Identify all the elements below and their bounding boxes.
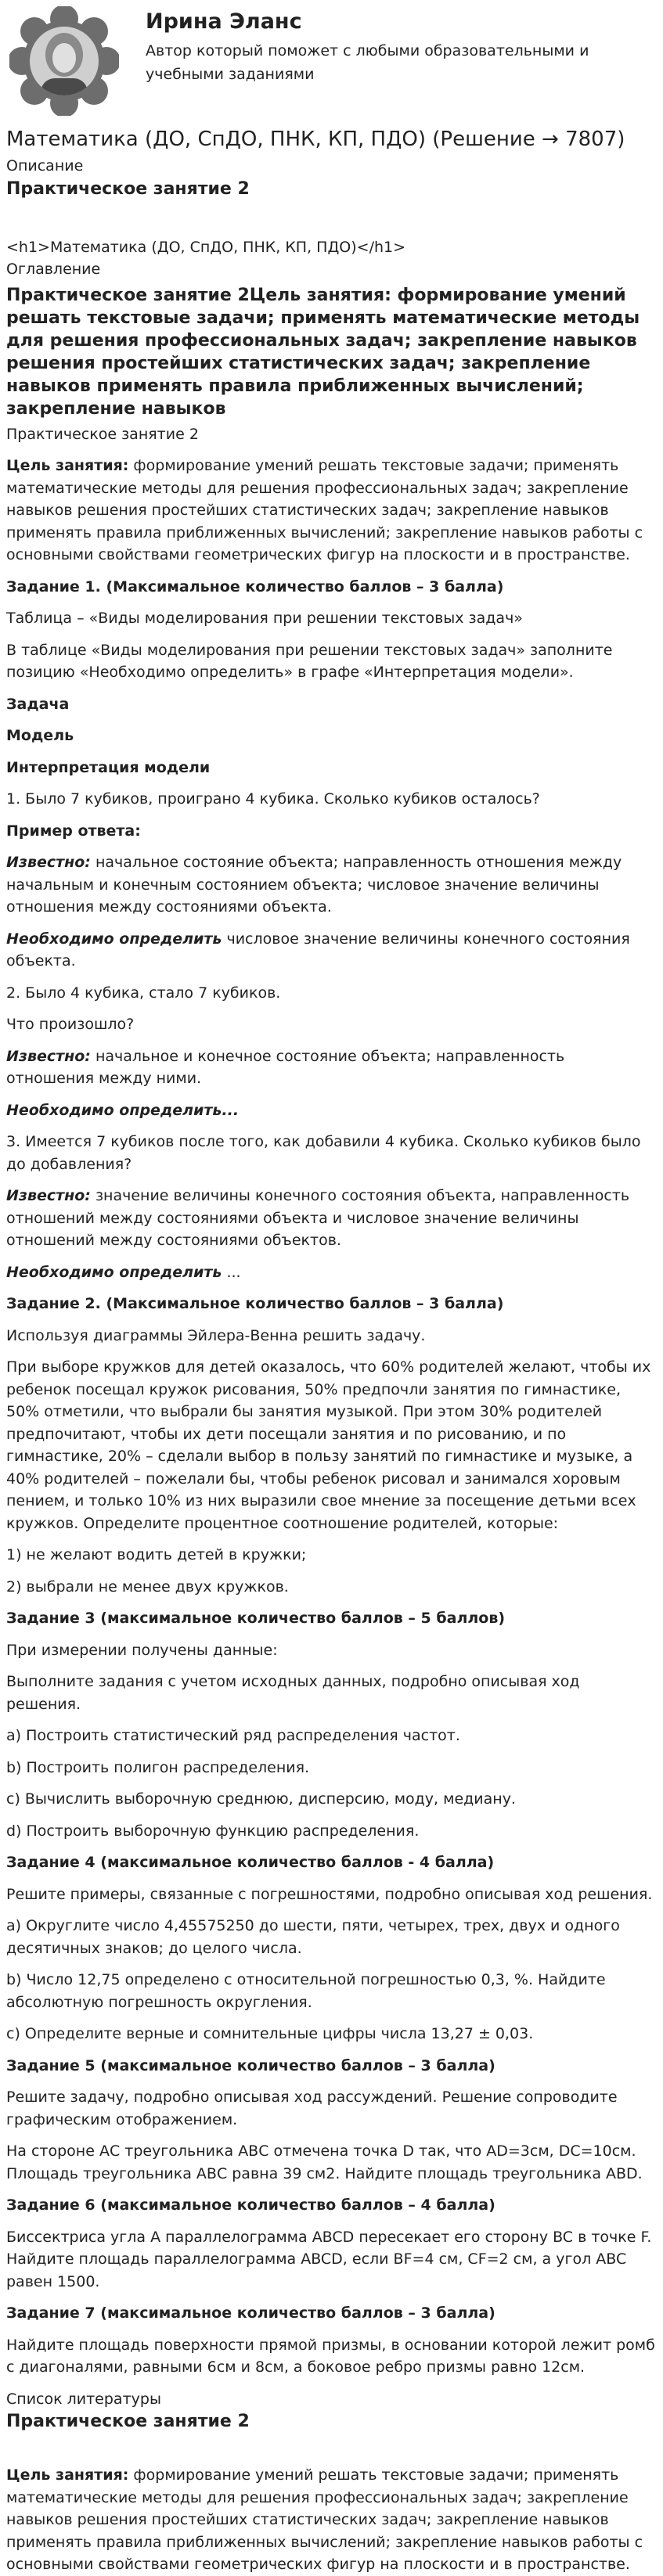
task6-text: Биссектриса угла A параллелограмма ABCD пересекает его сторону BC в точке F. Найдите площадь параллелограмма ABCD, если BF=4 см, CF=2 см, а угол ABC равен 1500.	[6, 2228, 652, 2290]
task4-b: b) Число 12,75 определено с относительной погрешностью 0,3, %. Найдите абсолютную погрешность округления.	[6, 1971, 606, 2011]
task3-text2: Выполните задания с учетом исходных данных, подробно описывая ход решения.	[6, 1673, 580, 1713]
known-label: Известно:	[6, 854, 91, 872]
example-label: Пример ответа:	[6, 822, 141, 840]
goal-label: Цель занятия:	[6, 457, 129, 475]
footer-title: Практическое занятие 2	[6, 2412, 250, 2432]
column-task: Задача	[6, 695, 70, 713]
known-label: Известно:	[6, 1187, 91, 1205]
goal-text: формирование умений решать текстовые задачи; применять математические методы для решения профессиональных задач; закрепление навыков решения простейших статистических задач; закрепление навыков применять правила приближенных вычислений; закрепление навыков работы с основными свойствами геометрических фигур на плоскости и в пространстве.	[6, 457, 643, 564]
footer-goal-text: формирование умений решать текстовые задачи; применять математические методы для решения профессиональных задач; закрепление навыков решения простейших статистических задач; закрепление навыков применять правила приближенных вычислений; закрепление навыков работы с основными свойствами геометрических фигур на плоскости и в пространстве.	[6, 2466, 643, 2574]
footer-goal-label: Цель занятия:	[6, 2466, 129, 2484]
task5-text1: Решите задачу, подробно описывая ход рассуждений. Решение сопроводите графическим отображением.	[6, 2089, 618, 2128]
example-known-text: начальное состояние объекта; направленность отношения между начальным и конечным состоянием объекта; числовое значение величины отношения между состояниями объекта.	[6, 854, 622, 916]
task2-item1: 1) не желают водить детей в кружки;	[6, 1546, 307, 1564]
footer-goal-paragraph	[6, 2464, 657, 2576]
bibliography-label: Список литературы	[6, 2390, 161, 2408]
column-model: Модель	[6, 727, 74, 745]
question-2b: Что произошло?	[6, 1016, 135, 1034]
question-3-known	[6, 1185, 657, 1252]
task3-c: c) Вычислить выборочную среднюю, дисперсию, моду, медиану.	[6, 1790, 516, 1808]
task2-item2: 2) выбрали не менее двух кружков.	[6, 1578, 289, 1596]
question-3-need	[6, 1261, 657, 1284]
author-card	[6, 0, 657, 124]
example-need	[6, 928, 657, 973]
task2-title: Задание 2. (Максимальное количество баллов – 3 балла)	[6, 1295, 504, 1313]
example-need-text: числовое значение величины конечного состояния объекта.	[6, 930, 630, 970]
task3-title: Задание 3 (максимальное количество баллов – 5 баллов)	[6, 1610, 506, 1628]
task2-text1: Используя диаграммы Эйлера-Венна решить задачу.	[6, 1326, 426, 1344]
goal-paragraph	[6, 455, 657, 567]
example-known	[6, 851, 657, 919]
avatar[interactable]	[9, 6, 119, 116]
task7-text: Найдите площадь поверхности прямой призмы, в основании которой лежит ромб с диагоналями, равными 6см и 8см, а боковое ребро призмы равно 12см.	[6, 2336, 655, 2376]
raw-heading-text: <h1>Математика (ДО, СпДО, ПНК, КП, ПДО)</h1>	[6, 238, 406, 256]
author-name[interactable]: Ирина Эланс	[146, 9, 302, 34]
task1-title: Задание 1. (Максимальное количество баллов – 3 балла)	[6, 577, 504, 595]
task3-a: а) Построить статистический ряд распределения частот.	[6, 1727, 460, 1745]
need-label: Необходимо определить	[6, 1263, 222, 1281]
task5-title: Задание 5 (максимальное количество баллов – 3 балла)	[6, 2056, 495, 2074]
column-interpretation: Интерпретация модели	[6, 758, 211, 776]
task3-d: d) Построить выборочную функцию распределения.	[6, 1822, 420, 1840]
task4-text: Решите примеры, связанные с погрешностями, подробно описывая ход решения.	[6, 1885, 653, 1903]
task1-table-caption: Таблица – «Виды моделирования при решении текстовых задач»	[6, 610, 523, 628]
avatar-frame-icon	[9, 6, 119, 116]
question-3: 3. Имеется 7 кубиков после того, как добавили 4 кубика. Сколько кубиков было до добавления?	[6, 1133, 641, 1173]
question-2-need: Необходимо определить...	[6, 1101, 240, 1119]
task6-title: Задание 6 (максимальное количество баллов – 4 балла)	[6, 2196, 495, 2214]
task3-b: b) Построить полигон распределения.	[6, 1758, 310, 1776]
work-title: Математика (ДО, СпДО, ПНК, КП, ПДО) (Решение → 7807)	[6, 128, 625, 151]
known-label: Известно:	[6, 1047, 91, 1065]
author-description: Автор который поможет с любыми образовательными и учебными заданиями	[146, 42, 589, 83]
question-3-need-tail: ...	[222, 1263, 241, 1281]
question-2-known	[6, 1045, 657, 1090]
task5-text2: На стороне АС треугольника АВС отмечена точка D так, что AD=3см, DC=10см. Площадь треугольника АВС равна 39 см2. Найдите площадь треугольника ABD.	[6, 2142, 643, 2182]
task1-text: В таблице «Виды моделирования при решении текстовых задач» заполните позицию «Необходимо определить» в графе «Интерпретация модели».	[6, 641, 613, 682]
question-1: 1. Было 7 кубиков, проиграно 4 кубика. Сколько кубиков осталось?	[6, 790, 540, 808]
section-title: Практическое занятие 2	[6, 178, 250, 199]
task4-c: c) Определите верные и сомнительные цифры числа 13,27 ± 0,03.	[6, 2025, 534, 2043]
need-label: Необходимо определить	[6, 930, 222, 948]
toc-label: Оглавление	[6, 261, 101, 279]
description-label: Описание	[6, 157, 84, 175]
task4-title: Задание 4 (максимальное количество баллов - 4 балла)	[6, 1854, 495, 1872]
question-3-known-text: значение величины конечного состояния объекта, направленность отношений между состояниями объекта и числовое значение величины отношений между состояниями объектов.	[6, 1187, 630, 1250]
task7-title: Задание 7 (максимальное количество баллов – 3 балла)	[6, 2304, 495, 2322]
question-2-known-text: начальное и конечное состояние объекта; направленность отношения между ними.	[6, 1047, 565, 1088]
subtitle: Практическое занятие 2	[6, 425, 199, 443]
task2-text2: При выборе кружков для детей оказалось, что 60% родителей желают, чтобы их ребенок посещал кружок рисования, 50% предпочли занятия по гимнастике, 50% отметили, что выбрали бы занятия музыкой. При этом 30% родителей предпочитают, чтобы их дети посещали занятия и по рисованию, и по гимнастике, 20% – сделали выбор в пользу занятий по гимнастике и музыке, а 40% родителей – пожелали бы, чтобы ребенок рисовал и занимался хоровым пением, и только 10% из них выразили свое мнение за посещение детьми всех кружков. Определите процентное соотношение родителей, которые:	[6, 1358, 651, 1532]
task3-text1: При измерении получены данные:	[6, 1641, 278, 1659]
toc-title: Практическое занятие 2Цель занятия: формирование умений решать текстовые задачи; применять математические методы для решения профессиональных задач; закрепление навыков решения простейших статистических задач; закрепление навыков применять правила приближенных вычислений; закрепление навыков	[6, 285, 640, 419]
task4-a: а) Округлите число 4,45575250 до шести, пяти, четырех, трех, двух и одного десятичных знаков; до целого числа.	[6, 1917, 620, 1957]
question-2: 2. Было 4 кубика, стало 7 кубиков.	[6, 984, 281, 1002]
